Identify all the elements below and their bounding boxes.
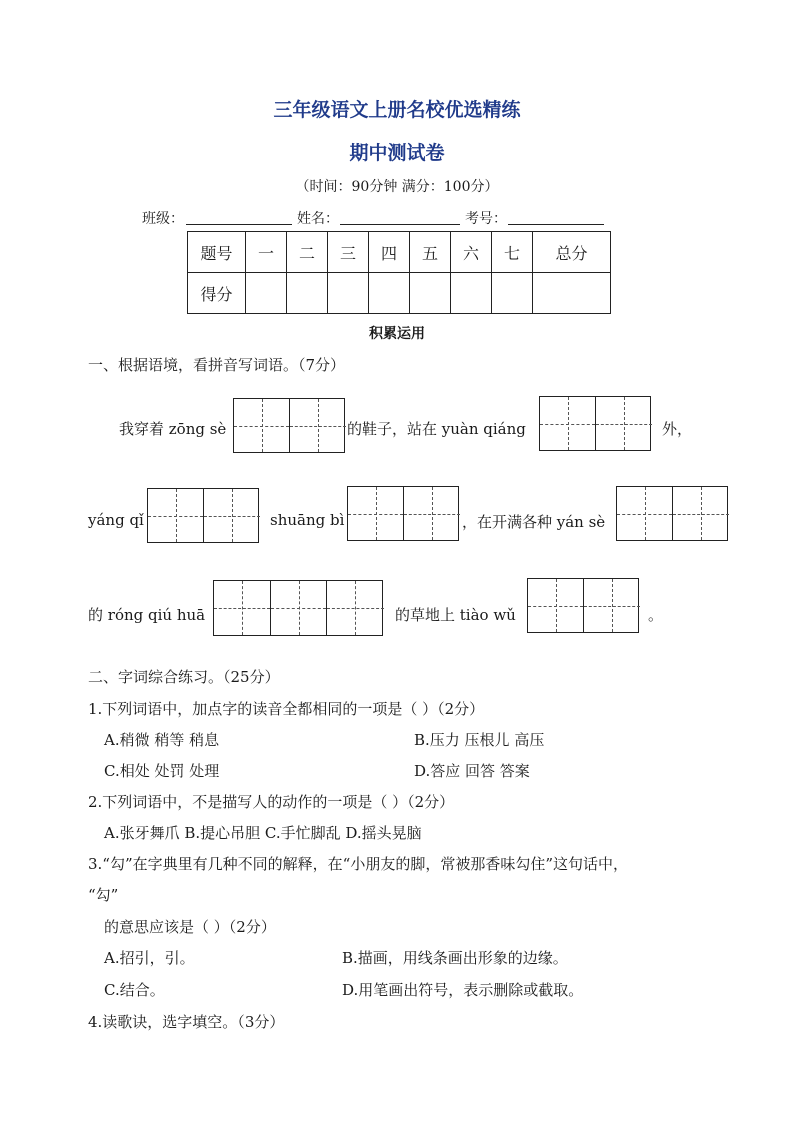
q2-1-stem: 1.下列词语中，加点字的读音全都相同的一项是（ ）（2分）	[88, 700, 485, 718]
tianzige-box[interactable]	[233, 398, 345, 453]
q2-2-stem: 2.下列词语中，不是描写人的动作的一项是（ ）（2分）	[88, 793, 455, 811]
header-cell: 三	[328, 232, 369, 273]
score-cell[interactable]	[492, 273, 533, 314]
exam-subtitle: 期中测试卷	[349, 142, 445, 164]
q2-1-option-c[interactable]: C.相处 处罚 处理	[104, 762, 220, 780]
q2-1-option-a[interactable]: A.稍微 稍等 稍息	[104, 731, 220, 749]
header-cell: 四	[369, 232, 410, 273]
q2-3-stem-line1: 3.“勾”在字典里有几种不同的解释，在“小朋友的脚，常被那香味勾住”这句话中，	[88, 855, 628, 873]
q1-line1-text-after: 外，	[662, 420, 693, 438]
q1-line1-text-before: 我穿着 zōng sè	[119, 420, 227, 438]
q2-3-option-c[interactable]: C.结合。	[104, 981, 165, 999]
score-cell[interactable]	[410, 273, 451, 314]
header-cell: 六	[451, 232, 492, 273]
score-cell[interactable]	[533, 273, 611, 314]
tianzige-box[interactable]	[347, 486, 459, 541]
q1-line3-text-1: 的 róng qiú huā	[88, 606, 206, 624]
q1-heading: 一、根据语境，看拼音写词语。（7分）	[88, 356, 346, 374]
number-label: 考号：	[465, 211, 507, 227]
header-cell: 总分	[533, 232, 611, 273]
q2-2-options[interactable]: A.张牙舞爪 B.提心吊胆 C.手忙脚乱 D.摇头晃脑	[104, 824, 422, 842]
q2-1-option-d[interactable]: D.答应 回答 答案	[414, 762, 530, 780]
score-row-label: 得分	[188, 273, 246, 314]
q2-3-stem-line3: 的意思应该是（ ）（2分）	[104, 918, 276, 936]
score-table-header-row	[188, 232, 611, 273]
header-cell: 五	[410, 232, 451, 273]
q1-line3-text-2: 的草地上 tiào wǔ	[395, 606, 516, 624]
tianzige-box[interactable]	[527, 578, 639, 633]
q2-3-stem-line2: “勾”	[88, 886, 119, 904]
section-title: 积累运用	[369, 326, 425, 342]
number-blank[interactable]	[508, 224, 604, 225]
name-label: 姓名：	[297, 211, 339, 227]
q1-line2-text-2: shuāng bì	[270, 511, 345, 529]
class-blank[interactable]	[186, 224, 292, 225]
score-table-score-row	[188, 273, 611, 314]
score-cell[interactable]	[246, 273, 287, 314]
tianzige-box[interactable]	[213, 580, 383, 636]
q2-1-option-b[interactable]: B.压力 压根儿 高压	[414, 731, 545, 749]
score-cell[interactable]	[451, 273, 492, 314]
q2-heading: 二、字词综合练习。（25分）	[88, 668, 280, 686]
score-table	[187, 231, 611, 314]
score-cell[interactable]	[287, 273, 328, 314]
q2-3-option-a[interactable]: A.招引，引。	[104, 949, 195, 967]
header-cell: 二	[287, 232, 328, 273]
q2-3-option-b[interactable]: B.描画，用线条画出形象的边缘。	[342, 949, 568, 967]
tianzige-box[interactable]	[616, 486, 728, 541]
name-blank[interactable]	[340, 224, 460, 225]
q1-line2-text-1: yáng qǐ	[88, 511, 144, 529]
header-cell: 七	[492, 232, 533, 273]
q2-3-option-d[interactable]: D.用笔画出符号，表示删除或截取。	[342, 981, 584, 999]
score-cell[interactable]	[369, 273, 410, 314]
header-cell: 一	[246, 232, 287, 273]
time-info: （时间：90分钟 满分：100分）	[295, 179, 499, 195]
score-cell[interactable]	[328, 273, 369, 314]
exam-title: 三年级语文上册名校优选精练	[273, 99, 521, 121]
tianzige-box[interactable]	[539, 396, 651, 451]
tianzige-box[interactable]	[147, 488, 259, 543]
q1-line3-text-3: 。	[648, 606, 664, 624]
q1-line2-text-3: ，在开满各种 yán sè	[462, 513, 606, 531]
header-cell: 题号	[188, 232, 246, 273]
class-label: 班级：	[142, 211, 184, 227]
q1-line1-text-middle: 的鞋子，站在 yuàn qiáng	[347, 420, 526, 438]
q2-4-stem: 4.读歌诀，选字填空。（3分）	[88, 1013, 285, 1031]
